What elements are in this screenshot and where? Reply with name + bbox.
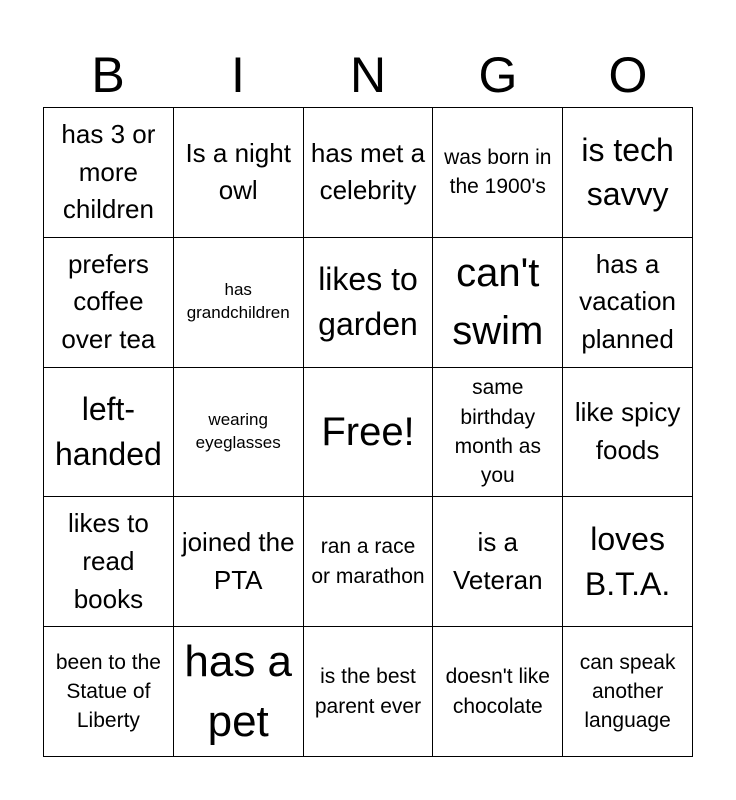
bingo-cell-r4c2[interactable] (174, 497, 304, 627)
cell-text: doesn't like chocolate (445, 665, 550, 718)
cell-text: has met a celebrity (310, 137, 426, 206)
cell-text: can speak another language (579, 650, 676, 733)
cell-text: like spicy foods (574, 397, 681, 465)
cell-text: has a vacation planned (579, 248, 677, 355)
cell-text: loves B.T.A. (584, 520, 671, 602)
cell-text: same birthday month as you (454, 376, 541, 488)
cell-text: likes to read books (67, 508, 149, 614)
cell-text: wearing eyeglasses (195, 410, 281, 452)
bingo-cell-r5c1[interactable] (44, 627, 174, 757)
bingo-cell-r3c1[interactable] (44, 368, 174, 498)
bingo-cell-r3c4[interactable] (433, 368, 563, 498)
header-letter-b: B (91, 47, 125, 103)
header-letter-o: O (608, 47, 648, 103)
bingo-cell-r1c2[interactable] (174, 108, 304, 238)
cell-text: joined the PTA (181, 527, 295, 595)
cell-text: has 3 or more children (61, 118, 156, 225)
bingo-cell-r4c1[interactable] (44, 497, 174, 627)
bingo-cell-r2c2[interactable] (174, 238, 304, 368)
bingo-cell-r3c2[interactable] (174, 368, 304, 498)
bingo-cell-r4c4[interactable] (433, 497, 563, 627)
cell-text: prefers coffee over tea (61, 248, 156, 355)
bingo-cell-r5c2[interactable] (174, 627, 304, 757)
bingo-cell-r3c3[interactable] (304, 368, 434, 498)
header-letter-i: I (231, 47, 245, 103)
cell-text: has a pet (184, 637, 293, 746)
cell-text: is a Veteran (452, 527, 543, 595)
cell-text: been to the Statue of Liberty (55, 650, 161, 733)
bingo-cell-r5c3[interactable] (304, 627, 434, 757)
bingo-cell-r4c3[interactable] (304, 497, 434, 627)
bingo-cell-r2c4[interactable] (433, 238, 563, 368)
bingo-cell-r2c3[interactable] (304, 238, 434, 368)
cell-text: was born in the 1900's (444, 146, 552, 199)
header-letter-n: N (349, 47, 387, 103)
cell-text: Is a night owl (185, 137, 291, 206)
bingo-header (43, 45, 693, 105)
bingo-cell-r2c5[interactable] (563, 238, 693, 368)
bingo-board (43, 107, 693, 757)
header-letter-g: G (478, 47, 518, 103)
cell-text: ran a race or marathon (311, 535, 425, 588)
bingo-cell-r3c5[interactable] (563, 368, 693, 498)
bingo-cell-r1c4[interactable] (433, 108, 563, 238)
cell-text: Free! (321, 409, 415, 454)
bingo-cell-r2c1[interactable] (44, 238, 174, 368)
bingo-cell-r1c1[interactable] (44, 108, 174, 238)
cell-text: has grandchildren (186, 280, 290, 323)
bingo-cell-r5c4[interactable] (433, 627, 563, 757)
cell-text: left-handed (55, 391, 162, 472)
cell-text: is tech savvy (581, 131, 674, 213)
bingo-cell-r5c5[interactable] (563, 627, 693, 757)
bingo-cell-r4c5[interactable] (563, 497, 693, 627)
cell-text: can't swim (452, 251, 544, 354)
bingo-cell-r1c5[interactable] (563, 108, 693, 238)
bingo-cell-r1c3[interactable] (304, 108, 434, 238)
cell-text: likes to garden (318, 261, 418, 343)
cell-text: is the best parent ever (314, 665, 422, 718)
